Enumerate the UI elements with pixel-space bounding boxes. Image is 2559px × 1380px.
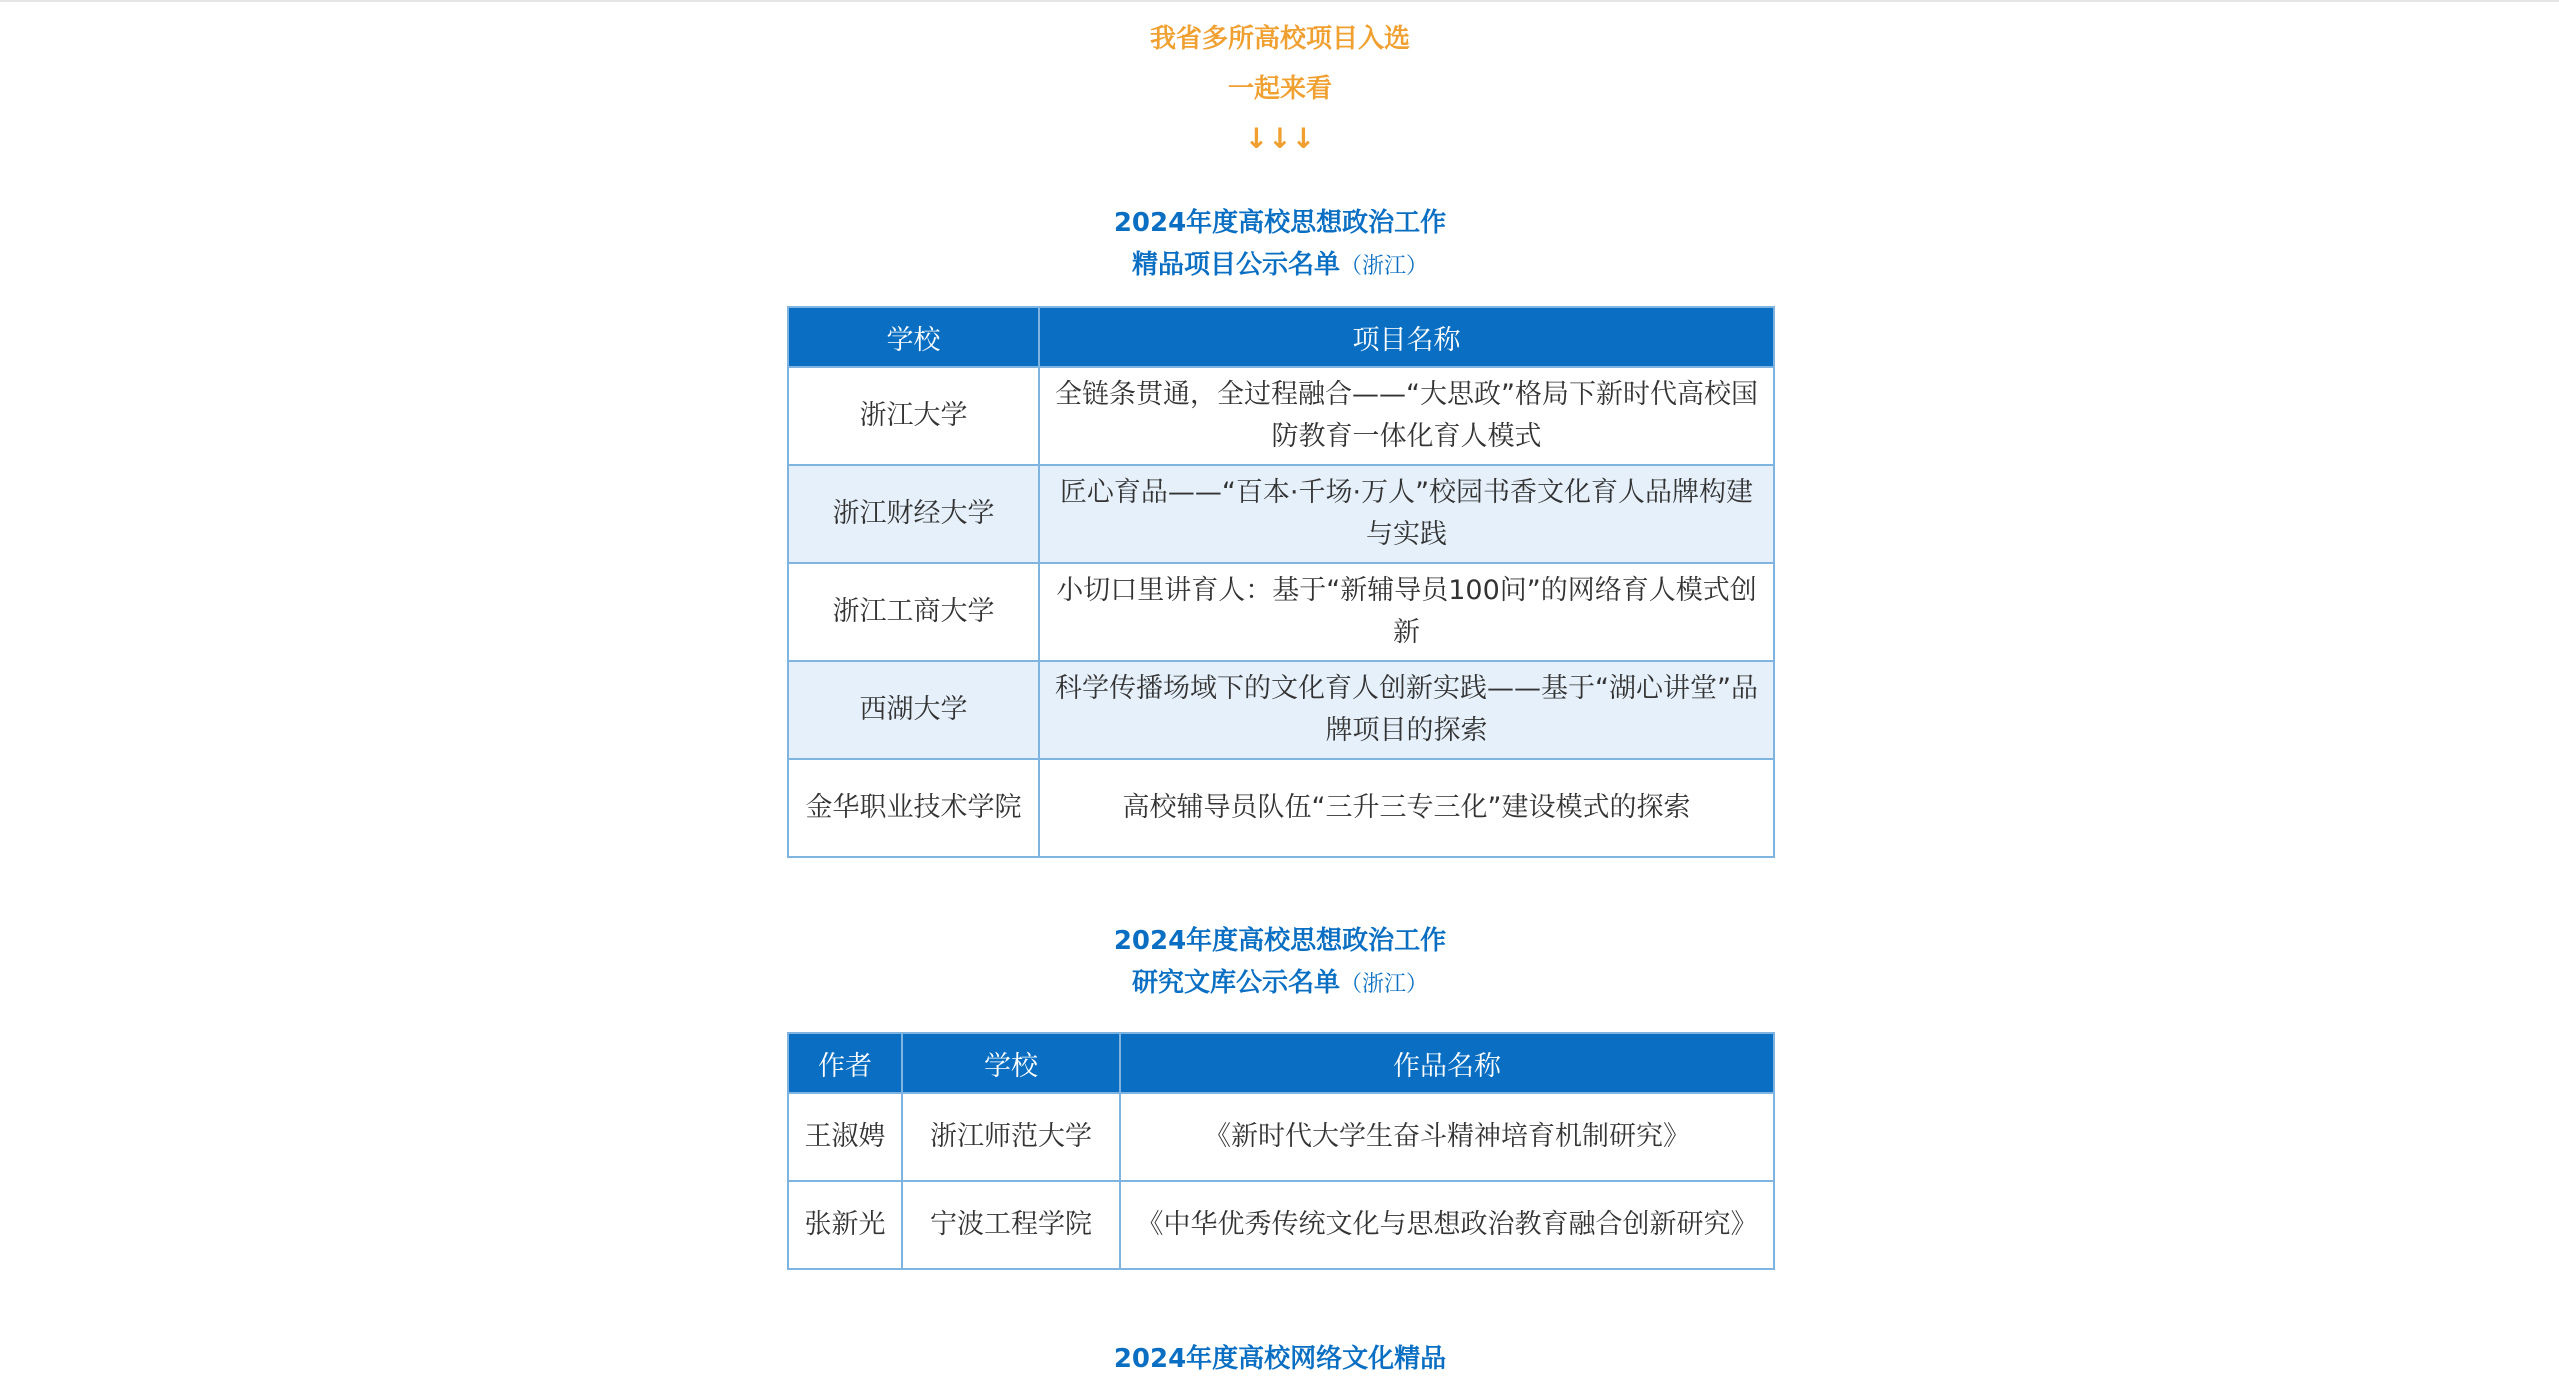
project-cell: 高校辅导员队伍“三升三专三化”建设模式的探索	[1039, 759, 1774, 857]
project-cell: 匠心育品——“百本·千场·万人”校园书香文化育人品牌构建与实践	[1039, 465, 1774, 563]
section1-title-line1: 2024年度高校思想政治工作	[1113, 208, 1447, 238]
table-row	[788, 661, 1774, 759]
research-library-table	[787, 1032, 1775, 1270]
header-work-name: 作品名称	[1120, 1033, 1774, 1093]
intro-subline: 一起来看	[1227, 74, 1332, 104]
section1-region: （浙江）	[1340, 254, 1429, 279]
header-project-name: 项目名称	[1039, 307, 1774, 367]
school-cell: 金华职业技术学院	[788, 759, 1039, 857]
section1-title-text: 精品项目公示名单	[1131, 250, 1340, 280]
section2-title-line1: 2024年度高校思想政治工作	[1113, 926, 1447, 956]
work-cell: 《新时代大学生奋斗精神培育机制研究》	[1120, 1093, 1774, 1181]
school-cell: 浙江师范大学	[902, 1093, 1120, 1181]
table-header-row	[788, 307, 1774, 367]
section2-title-text: 研究文库公示名单	[1131, 968, 1340, 998]
author-cell: 张新光	[788, 1181, 902, 1269]
section2-title	[787, 920, 1773, 1006]
work-cell: 《中华优秀传统文化与思想政治教育融合创新研究》	[1120, 1181, 1774, 1269]
table-header-row	[788, 1033, 1774, 1093]
author-cell: 王淑娉	[788, 1093, 902, 1181]
project-cell: 全链条贯通，全过程融合——“大思政”格局下新时代高校国防教育一体化育人模式	[1039, 367, 1774, 465]
school-cell: 浙江工商大学	[788, 563, 1039, 661]
project-cell: 科学传播场域下的文化育人创新实践——基于“湖心讲堂”品牌项目的探索	[1039, 661, 1774, 759]
table-row	[788, 563, 1774, 661]
school-cell: 浙江大学	[788, 367, 1039, 465]
school-cell: 西湖大学	[788, 661, 1039, 759]
school-cell: 宁波工程学院	[902, 1181, 1120, 1269]
table-row	[788, 367, 1774, 465]
table-row	[788, 465, 1774, 563]
header-author: 作者	[788, 1033, 902, 1093]
section2-title-line2	[787, 962, 1773, 1006]
table-row	[788, 1093, 1774, 1181]
section1-title	[787, 202, 1773, 288]
header-school: 学校	[902, 1033, 1120, 1093]
header-school: 学校	[788, 307, 1039, 367]
article-content	[787, 0, 1773, 1380]
project-cell: 小切口里讲育人：基于“新辅导员100问”的网络育人模式创新	[1039, 563, 1774, 661]
section2-region: （浙江）	[1340, 972, 1429, 997]
section1-title-line2	[787, 244, 1773, 288]
table-row	[788, 759, 1774, 857]
school-cell: 浙江财经大学	[788, 465, 1039, 563]
down-arrows-icon: ↓↓↓	[1244, 122, 1316, 155]
intro-headline: 我省多所高校项目入选	[1149, 24, 1410, 54]
excellent-projects-table	[787, 306, 1775, 858]
section3-title: 2024年度高校网络文化精品	[1113, 1344, 1447, 1374]
table-row	[788, 1181, 1774, 1269]
